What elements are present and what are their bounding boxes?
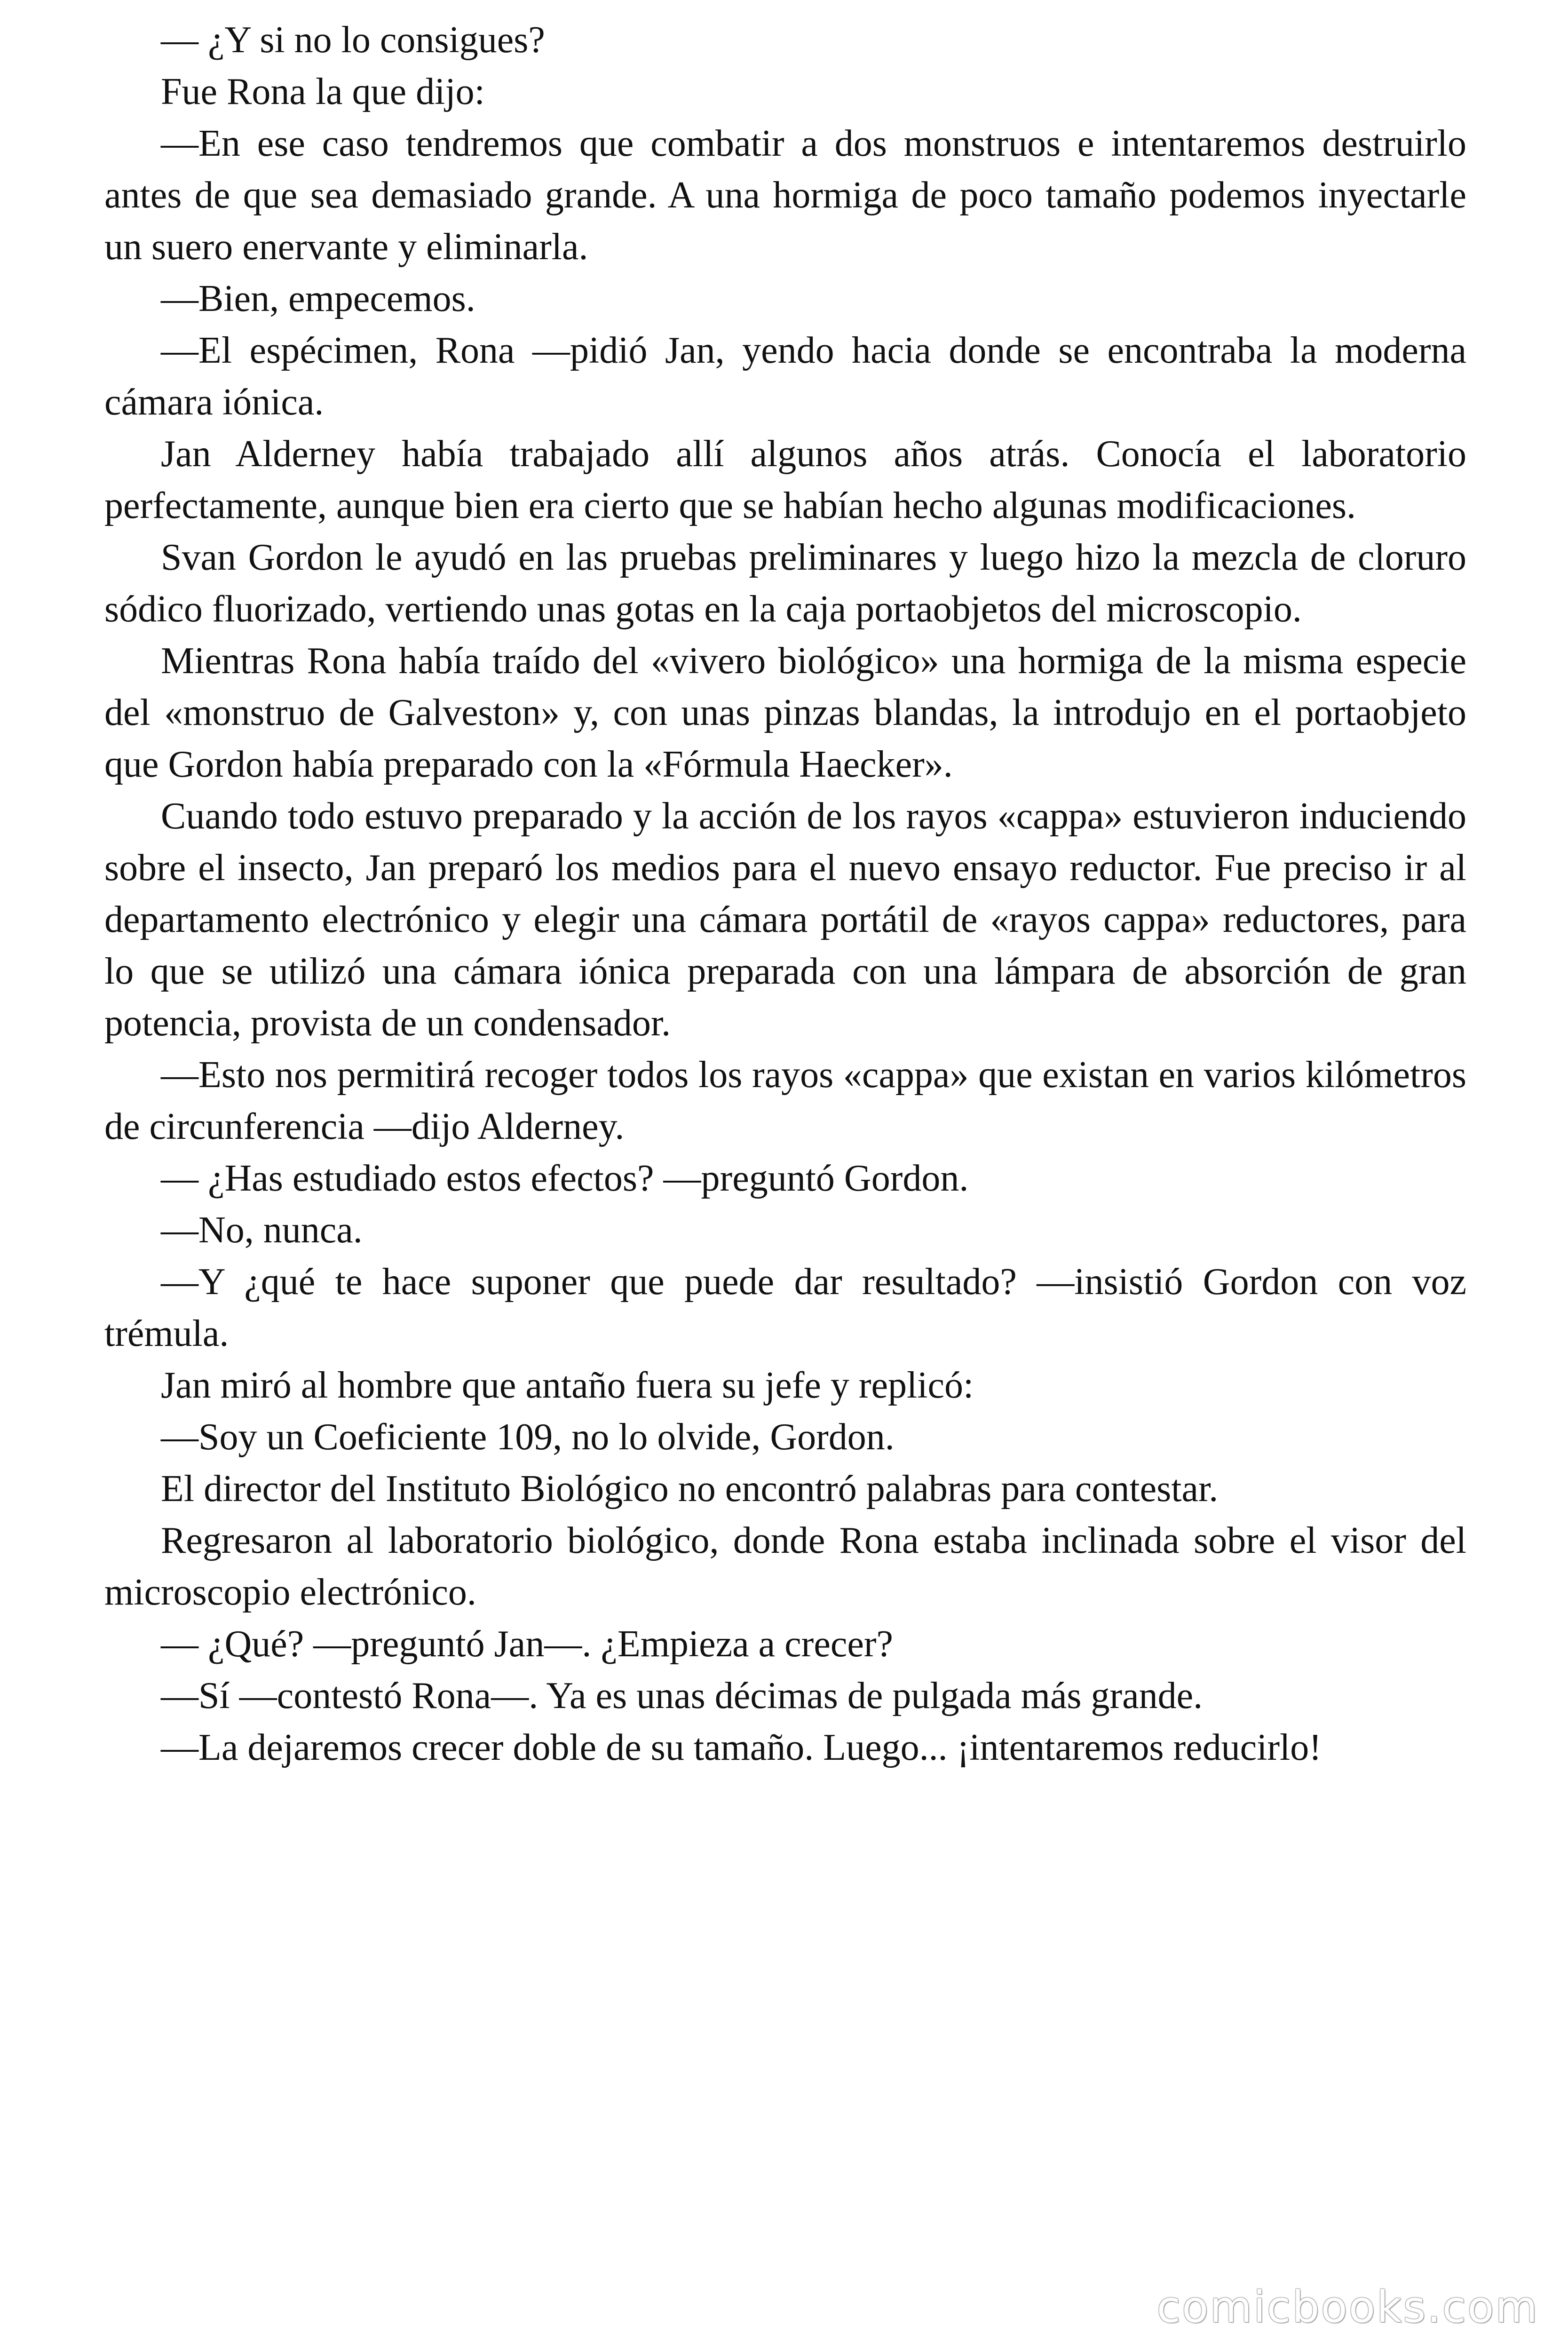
watermark: comicbooks.com bbox=[1156, 2282, 1539, 2332]
paragraph: —Esto nos permitirá recoger todos los rayos «cappa» que existan en varios kilómetros de circunferencia —dijo Alderney. bbox=[104, 1054, 1466, 1147]
paragraph: — ¿Y si no lo consigues? bbox=[161, 19, 545, 61]
body-text bbox=[104, 14, 1466, 1773]
paragraph: —En ese caso tendremos que combatir a dos monstruos e intentaremos destruirlo antes de que sea demasiado grande. A una hormiga de poco tamaño podemos inyectarle un suero enervante y eliminarla. bbox=[104, 123, 1466, 268]
paragraph: Jan miró al hombre que antaño fuera su jefe y replicó: bbox=[161, 1365, 974, 1406]
paragraph: —Sí —contestó Rona—. Ya es unas décimas de pulgada más grande. bbox=[161, 1675, 1203, 1716]
paragraph: Fue Rona la que dijo: bbox=[161, 71, 485, 112]
paragraph: Jan Alderney había trabajado allí algunos años atrás. Conocía el laboratorio perfectamente, aunque bien era cierto que se habían hecho algunas modificaciones. bbox=[104, 433, 1466, 526]
paragraph: —Y ¿qué te hace suponer que puede dar resultado? —insistió Gordon con voz trémula. bbox=[104, 1261, 1466, 1354]
paragraph: —Soy un Coeficiente 109, no lo olvide, Gordon. bbox=[161, 1416, 895, 1458]
paragraph: Svan Gordon le ayudó en las pruebas preliminares y luego hizo la mezcla de cloruro sódico fluorizado, vertiendo unas gotas en la caja portaobjetos del microscopio. bbox=[104, 537, 1466, 630]
paragraph: —No, nunca. bbox=[161, 1209, 363, 1251]
paragraph: Mientras Rona había traído del «vivero biológico» una hormiga de la misma especie del «monstruo de Galveston» y, con unas pinzas blandas, la introdujo en el portaobjeto que Gordon había preparado con la «Fórmula Haecker». bbox=[104, 640, 1466, 785]
paragraph: El director del Instituto Biológico no encontró palabras para contestar. bbox=[161, 1468, 1219, 1510]
paragraph: — ¿Qué? —preguntó Jan—. ¿Empieza a crecer? bbox=[161, 1623, 893, 1665]
paragraph: —El espécimen, Rona —pidió Jan, yendo hacia donde se encontraba la moderna cámara iónica. bbox=[104, 330, 1466, 423]
paragraph: — ¿Has estudiado estos efectos? —preguntó Gordon. bbox=[161, 1158, 969, 1199]
paragraph: Cuando todo estuvo preparado y la acción de los rayos «cappa» estuvieron induciendo sobre el insecto, Jan preparó los medios para el nuevo ensayo reductor. Fue preciso ir al departamento electrónico y elegir una cámara portátil de «rayos cappa» reductores, para lo que se utilizó una cámara iónica preparada con una lámpara de absorción de gran potencia, provista de un condensador. bbox=[104, 795, 1466, 1044]
paragraph: —La dejaremos crecer doble de su tamaño. Luego... ¡intentaremos reducirlo! bbox=[161, 1727, 1322, 1768]
paragraph: —Bien, empecemos. bbox=[161, 278, 475, 319]
paragraph: Regresaron al laboratorio biológico, donde Rona estaba inclinada sobre el visor del microscopio electrónico. bbox=[104, 1520, 1466, 1613]
